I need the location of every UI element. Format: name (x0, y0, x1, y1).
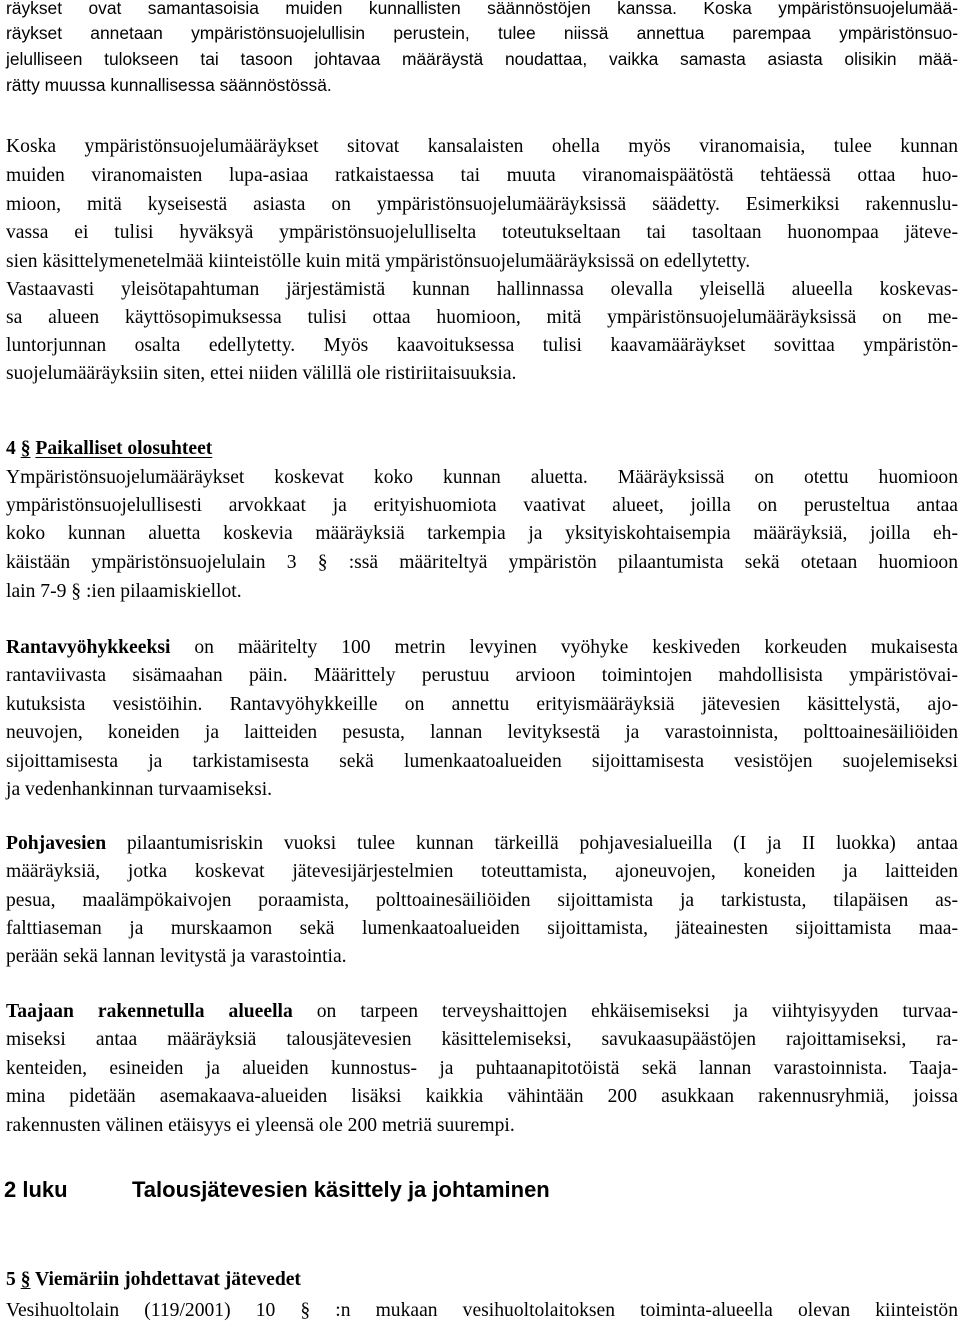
para2-line: mioon, mitä kyseisestä asiasta on ympäristönsuojelumääräyksissä säädetty. Esimerkiksi rakennuslu- (6, 194, 958, 215)
chapter-title: Talousjätevesien käsittely ja johtaminen (132, 1177, 550, 1202)
section-symbol: § (20, 1269, 31, 1290)
para5-line: perään sekä lannan levitystä ja varastointia. (6, 946, 347, 967)
para3-line: Ympäristönsuojelumääräykset koskevat koko kunnan aluetta. Määräyksissä on otettu huomioon (6, 467, 958, 488)
chapter-number: 2 luku (4, 1177, 68, 1202)
para5-line: pesua, maalämpökaivojen poraamista, polttoainesäiliöiden sijoittamista ja tarkistusta, tilapäisen as- (6, 890, 958, 911)
para6-line: Taajaan rakennetulla alueella on tarpeen terveyshaittojen ehkäisemiseksi ja viihtyisyyden turvaa- (6, 1001, 958, 1022)
para4-line: neuvojen, koneiden ja laitteiden pesusta, lannan levityksestä ja varastoinnista, polttoainesäiliöiden (6, 722, 958, 743)
para7-line: Vesihuoltolain (119/2001) 10 § :n mukaan vesihuoltolaitoksen toiminta-alueella olevan kiinteistön (6, 1300, 958, 1321)
para2-line: sien käsittelymenetelmää kiinteistölle kuin mitä ympäristönsuojelumääräyksissä on edellytetty. (6, 251, 751, 272)
para1-line: jelulliseen tulokseen tai tasoon johtavaa määräystä noudattaa, vaikka samasta asiasta olisikin mää- (6, 49, 958, 69)
para4-line: Rantavyöhykkeeksi on määritelty 100 metrin levyinen vyöhyke keskiveden korkeuden mukaisesta (6, 637, 958, 658)
para4-line: sijoittamisesta ja tarkistamisesta sekä lumenkaatoalueiden sijoittamisesta vesistöjen suojelemiseksi (6, 751, 958, 772)
para6-line: mina pidetään asemakaava-alueiden lisäksi kaikkia vähintään 200 asukkaan rakennusryhmiä, joissa (6, 1086, 958, 1107)
para1-line: rätty muussa kunnallisessa säännöstössä. (6, 75, 332, 95)
section-title: Viemäriin johdettavat jätevedet (35, 1269, 301, 1290)
para6-line: miseksi antaa määräyksiä talousjätevesien käsittelemiseksi, savukaasupäästöjen rajoittamiseksi, ra- (6, 1029, 958, 1050)
para3-line: käistään ympäristönsuojelulain 3 § :ssä määriteltyä ympäristön pilaantumista sekä otetaan huomioon (6, 552, 958, 573)
para4-line: ja vedenhankinnan turvaamiseksi. (6, 779, 273, 800)
para4-line: rantaviivasta sisämaahan päin. Määrittely perustuu arvioon toimintojen mahdollisista ympäristövai- (6, 665, 958, 686)
para3-line: koko kunnan aluetta koskevia määräyksiä tarkempia ja yksityiskohtaisempia määräyksiä, joilla eh- (6, 523, 958, 544)
para2-line: suojelumääräyksiin siten, ettei niiden välillä ole ristiriitaisuuksia. (6, 363, 517, 384)
para5-lead: Pohjavesien (6, 833, 107, 854)
section-symbol: § (20, 438, 31, 459)
para2-line: vassa ei tulisi hyväksyä ympäristönsuojelulliselta toteutukseltaan tai tasoltaan huonompaa jäteve- (6, 222, 958, 243)
para6-line: rakennusten välinen etäisyys ei yleensä ole 200 metriä suurempi. (6, 1115, 515, 1136)
para1-line: räykset ovat samantasoisia muiden kunnallisten säännöstöjen kanssa. Koska ympäristönsuojelumää- (6, 0, 958, 18)
para6-line: kenteiden, esineiden ja alueiden kunnostus- ja puhtaanapitotöistä sekä lannan varastoinnista. Taaja- (6, 1058, 958, 1079)
section-5-heading (6, 1265, 301, 1294)
para2-line: sa alueen käyttösopimuksessa tulisi ottaa huomioon, mitä ympäristönsuojelumääräyksissä on me- (6, 307, 958, 328)
para3-line: lain 7-9 § :ien pilaamiskiellot. (6, 581, 242, 602)
para2-line: Vastaavasti yleisötapahtuman järjestämistä kunnan hallinnassa olevalla yleisellä alueella koskevas- (6, 279, 958, 300)
para5-line: määräyksiä, jotka koskevat jätevesijärjestelmien toteuttamista, ajoneuvojen, koneiden ja laitteiden (6, 861, 958, 882)
section-number: 5 (6, 1269, 16, 1290)
para4-lead: Rantavyöhykkeeksi (6, 637, 171, 658)
section-4-heading (6, 434, 212, 463)
section-number: 4 (6, 438, 16, 459)
para5-line: Pohjavesien pilaantumisriskin vuoksi tulee kunnan tärkeillä pohjavesialueilla (I ja II luokka) antaa (6, 833, 958, 854)
para2-line: muiden viranomaisten lupa-asiaa ratkaistaessa tai muuta viranomaispäätöstä tehtäessä ottaa huo- (6, 165, 958, 186)
para3-line: ympäristönsuojelullisesti arvokkaat ja erityishuomiota vaativat alueet, joilla on perusteltua antaa (6, 495, 958, 516)
para2-line: luntorjunnan osalta edellytetty. Myös kaavoituksessa tulisi kaavamääräykset sovittaa ympäristön- (6, 335, 958, 356)
para4-line: kutuksista vesistöihin. Rantavyöhykkeille on annettu erityismääräyksiä jätevesien käsittelystä, ajo- (6, 694, 958, 715)
para2-line: Koska ympäristönsuojelumääräykset sitovat kansalaisten ohella myös viranomaisia, tulee kunnan (6, 136, 958, 157)
section-title: Paikalliset olosuhteet (35, 438, 213, 459)
para6-lead: Taajaan rakennetulla alueella (6, 1001, 293, 1022)
para5-line: falttiaseman ja murskaamon sekä lumenkaatoalueiden sijoittamista, jäteainesten sijoittamista maa- (6, 918, 958, 939)
para1-line: räykset annetaan ympäristönsuojelullisin perustein, tulee niissä annettua parempaa ympäristönsuo- (6, 23, 958, 43)
chapter-2-heading (4, 1177, 550, 1203)
